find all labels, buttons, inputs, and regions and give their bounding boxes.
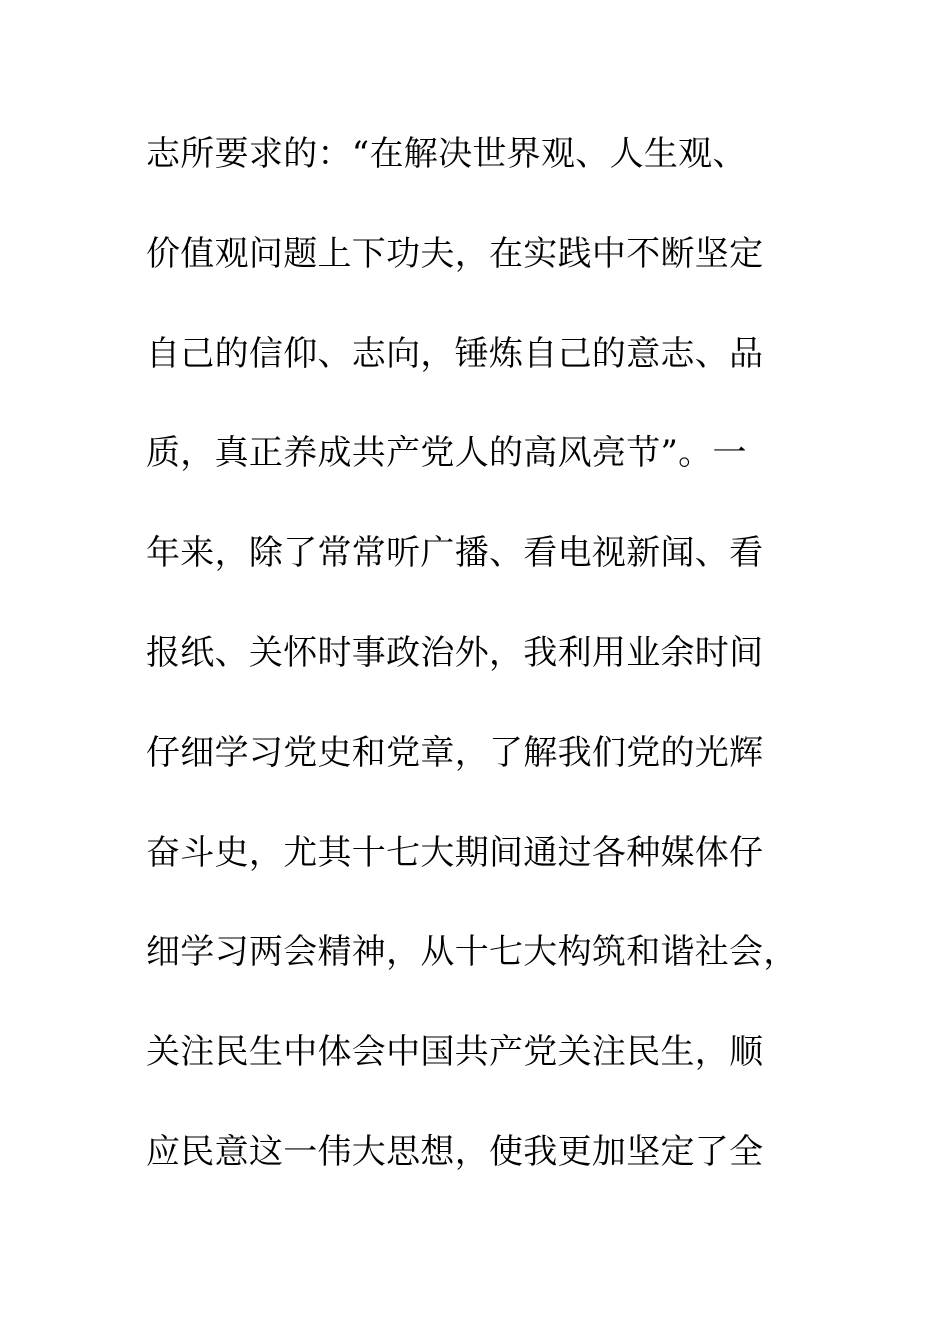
text-line: 价值观问题上下功夫，在实践中不断坚定 (146, 233, 764, 274)
text-line: 年来，除了常常听广播、看电视新闻、看 (146, 533, 764, 574)
text-line: 仔细学习党史和党章，了解我们党的光辉 (146, 732, 764, 773)
text-line: 应民意这一伟大思想，使我更加坚定了全 (146, 1131, 764, 1172)
text-line: 奋斗史，尤其十七大期间通过各种媒体仔 (146, 832, 764, 873)
text-line: 志所要求的：“在解决世界观、人生观、 (146, 134, 747, 174)
text-line: 细学习两会精神，从十七大构筑和谐社会， (146, 932, 798, 973)
text-line: 报纸、关怀时事政治外，我利用业余时间 (146, 632, 764, 673)
text-line: 关注民生中体会中国共产党关注民生，顺 (146, 1032, 764, 1073)
text-line: 质，真正养成共产党人的高风亮节”。一 (146, 433, 747, 474)
body-text (146, 124, 846, 1222)
text-line: 自己的信仰、志向，锤炼自己的意志、品 (146, 333, 764, 374)
